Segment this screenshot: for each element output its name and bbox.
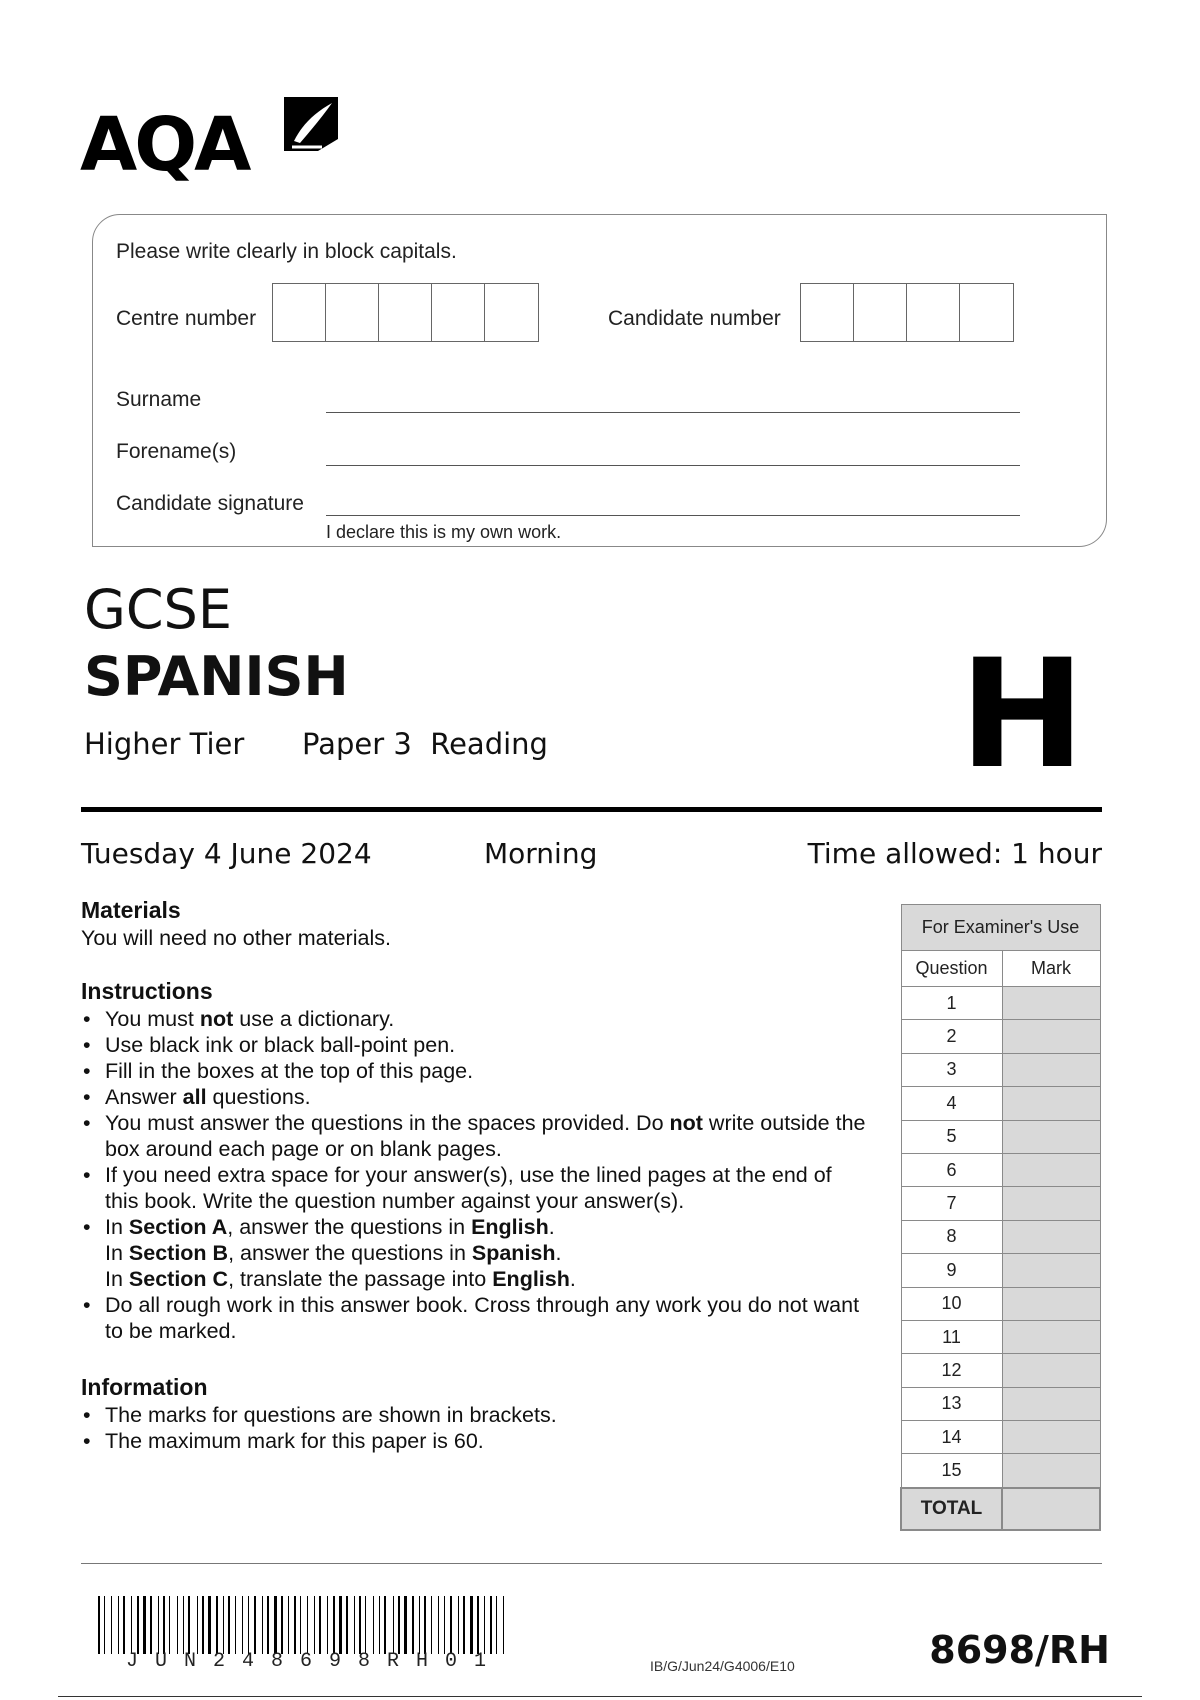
mark-cell: [1002, 1153, 1100, 1186]
barcode-bar: [365, 1596, 366, 1654]
table-row: [901, 1354, 1100, 1387]
barcode-bar: [98, 1596, 100, 1654]
centre-number-field[interactable]: [272, 283, 539, 342]
barcode-bar: [111, 1596, 112, 1654]
barcode-bar: [288, 1596, 289, 1654]
mark-cell: [1002, 1454, 1100, 1488]
paper-code: 8698/RH: [929, 1628, 1110, 1672]
aqa-logo-text: AQA: [80, 102, 249, 188]
question-number: 13: [901, 1387, 1002, 1420]
barcode-bar: [300, 1596, 301, 1654]
mark-cell: [1002, 1220, 1100, 1253]
mark-cell: [1002, 1087, 1100, 1120]
list-item: • Use black ink or black ball-point pen.: [81, 1032, 871, 1058]
barcode-bar: [208, 1596, 211, 1654]
candidate-number-field[interactable]: [800, 283, 1014, 342]
barcode-bar: [319, 1596, 321, 1654]
barcode-bar: [267, 1596, 269, 1654]
barcode-bar: [131, 1596, 132, 1654]
list-item: • You must answer the questions in the spaces provided. Do not write outside the box around each page or on blank pages.: [81, 1110, 871, 1162]
barcode-bar: [373, 1596, 374, 1654]
barcode-bar: [354, 1596, 355, 1654]
barcode-bar: [346, 1596, 348, 1654]
barcode-bar: [143, 1596, 146, 1654]
mark-cell: [1002, 987, 1100, 1020]
list-item: • Do all rough work in this answer book. Cross through any work you do not want to be marked.: [81, 1292, 871, 1344]
barcode-bar: [438, 1596, 439, 1654]
barcode-bar: [450, 1596, 452, 1654]
barcode-bar: [188, 1596, 190, 1654]
surname-line[interactable]: [326, 412, 1020, 413]
barcode-bar: [169, 1596, 170, 1654]
barcode-bar: [254, 1596, 256, 1654]
barcode-bar: [274, 1596, 277, 1654]
mark-cell: [1002, 1020, 1100, 1053]
barcode-bar: [228, 1596, 230, 1654]
barcode-bar: [294, 1596, 296, 1654]
barcode-bar: [262, 1596, 263, 1654]
instructions-list: [81, 1006, 871, 1344]
barcode-bar: [393, 1596, 394, 1654]
barcode-bar: [235, 1596, 236, 1654]
barcode-bar: [490, 1596, 492, 1654]
mark-cell: [1002, 1053, 1100, 1086]
table-row: [901, 1153, 1100, 1186]
barcode-bar: [150, 1596, 152, 1654]
barcode-bar: [104, 1596, 105, 1654]
table-row: [901, 1387, 1100, 1420]
list-item: • The maximum mark for this paper is 60.: [81, 1428, 871, 1454]
candidate-number-box[interactable]: [801, 284, 854, 341]
table-row: [901, 1287, 1100, 1320]
question-number: 12: [901, 1354, 1002, 1387]
tier-label: Higher Tier: [84, 727, 245, 761]
candidate-number-label: Candidate number: [608, 307, 781, 330]
barcode-bar: [496, 1596, 497, 1654]
barcode: [98, 1596, 508, 1654]
barcode-bar: [197, 1596, 198, 1654]
footer-rule: [81, 1563, 1102, 1564]
barcode-bar: [183, 1596, 184, 1654]
list-item: • In Section A, answer the questions in English. In Section B, answer the questions in Spanish. In Section C, translate the passage into English.: [81, 1214, 871, 1292]
barcode-bar: [424, 1596, 426, 1654]
question-column-header: Question: [901, 951, 1002, 987]
mark-cell: [1002, 1320, 1100, 1353]
barcode-bar: [202, 1596, 204, 1654]
subject-title: SPANISH: [84, 645, 349, 708]
barcode-bar: [307, 1596, 308, 1654]
exam-session: Morning: [484, 837, 598, 870]
page-bottom-rule: [58, 1696, 1142, 1697]
centre-number-box[interactable]: [379, 284, 432, 341]
total-label: TOTAL: [901, 1488, 1002, 1530]
barcode-bar: [458, 1596, 459, 1654]
table-row: [901, 1254, 1100, 1287]
barcode-bar: [444, 1596, 445, 1654]
question-number: 9: [901, 1254, 1002, 1287]
centre-number-box[interactable]: [432, 284, 485, 341]
barcode-bar: [281, 1596, 283, 1654]
question-number: 11: [901, 1320, 1002, 1353]
table-row: [901, 1087, 1100, 1120]
question-number: 10: [901, 1287, 1002, 1320]
list-item: • If you need extra space for your answer(s), use the lined pages at the end of this book. Write the question number against your answer(s).: [81, 1162, 871, 1214]
barcode-bar: [431, 1596, 432, 1654]
mark-cell: [1002, 1421, 1100, 1454]
total-mark-cell: [1002, 1488, 1100, 1530]
barcode-bar: [384, 1596, 386, 1654]
forename-line[interactable]: [326, 465, 1020, 466]
materials-heading: Materials: [81, 897, 181, 923]
signature-label: Candidate signature: [116, 492, 304, 515]
list-item: • Fill in the boxes at the top of this page.: [81, 1058, 871, 1084]
forename-label: Forename(s): [116, 440, 237, 463]
materials-text: You will need no other materials.: [81, 926, 391, 950]
total-row: [901, 1488, 1100, 1530]
barcode-bar: [379, 1596, 380, 1654]
barcode-bar: [463, 1596, 465, 1654]
qualification-title: GCSE: [84, 578, 232, 641]
table-row: [901, 1053, 1100, 1086]
table-row: [901, 1187, 1100, 1220]
barcode-bar: [477, 1596, 479, 1654]
examiner-use-table: [900, 904, 1101, 1531]
table-row: [901, 1220, 1100, 1253]
centre-number-box[interactable]: [485, 284, 538, 341]
candidate-number-box[interactable]: [854, 284, 907, 341]
barcode-bar: [163, 1596, 165, 1654]
exam-date: Tuesday 4 June 2024: [81, 837, 372, 870]
list-item: • You must not use a dictionary.: [81, 1006, 871, 1032]
barcode-bar: [484, 1596, 485, 1654]
question-number: 3: [901, 1053, 1002, 1086]
barcode-bar: [503, 1596, 504, 1654]
table-row: [901, 1454, 1100, 1488]
barcode-bar: [248, 1596, 249, 1654]
table-row: [901, 987, 1100, 1020]
aqa-quill-icon: [282, 95, 340, 153]
barcode-bar: [223, 1596, 224, 1654]
barcode-bar: [412, 1596, 414, 1654]
barcode-bar: [333, 1596, 335, 1654]
barcode-bar: [339, 1596, 342, 1654]
surname-label: Surname: [116, 388, 202, 411]
information-list: [81, 1402, 871, 1454]
barcode-text: JUN248698RH01: [126, 1650, 504, 1673]
barcode-bar: [216, 1596, 218, 1654]
table-row: [901, 1421, 1100, 1454]
paper-label: Paper 3 Reading: [302, 727, 548, 761]
tier-letter: H: [959, 628, 1085, 802]
mark-cell: [1002, 1354, 1100, 1387]
mark-cell: [1002, 1187, 1100, 1220]
instructions-heading: Instructions: [81, 978, 213, 1004]
mark-cell: [1002, 1120, 1100, 1153]
question-number: 14: [901, 1421, 1002, 1454]
barcode-bar: [177, 1596, 178, 1654]
mark-cell: [1002, 1287, 1100, 1320]
table-row: [901, 1020, 1100, 1053]
time-allowed: Time allowed: 1 hour: [807, 837, 1102, 870]
barcode-bar: [470, 1596, 473, 1654]
information-heading: Information: [81, 1374, 208, 1400]
block-capitals-instruction: Please write clearly in block capitals.: [116, 240, 457, 263]
barcode-bar: [359, 1596, 361, 1654]
question-number: 6: [901, 1153, 1002, 1186]
candidate-number-box[interactable]: [960, 284, 1013, 341]
table-row: [901, 1120, 1100, 1153]
barcode-bar: [137, 1596, 139, 1654]
list-item: • The marks for questions are shown in brackets.: [81, 1402, 871, 1428]
table-row: [901, 1320, 1100, 1353]
candidate-number-box[interactable]: [907, 284, 960, 341]
barcode-bar: [242, 1596, 243, 1654]
barcode-bar: [327, 1596, 328, 1654]
barcode-bar: [158, 1596, 159, 1654]
question-number: 15: [901, 1454, 1002, 1488]
centre-number-box[interactable]: [273, 284, 326, 341]
barcode-bar: [419, 1596, 420, 1654]
centre-number-box[interactable]: [326, 284, 379, 341]
reference-code: IB/G/Jun24/G4006/E10: [650, 1658, 795, 1674]
question-number: 2: [901, 1020, 1002, 1053]
barcode-bar: [398, 1596, 400, 1654]
question-number: 5: [901, 1120, 1002, 1153]
mark-cell: [1002, 1254, 1100, 1287]
signature-line[interactable]: [326, 515, 1020, 516]
examiner-table-title: For Examiner's Use: [901, 905, 1100, 951]
declaration-text: I declare this is my own work.: [326, 522, 562, 542]
question-number: 1: [901, 987, 1002, 1020]
barcode-bar: [118, 1596, 119, 1654]
barcode-bar: [314, 1596, 315, 1654]
question-number: 7: [901, 1187, 1002, 1220]
barcode-bar: [404, 1596, 407, 1654]
centre-number-label: Centre number: [116, 307, 257, 330]
mark-cell: [1002, 1387, 1100, 1420]
question-number: 4: [901, 1087, 1002, 1120]
mark-column-header: Mark: [1002, 951, 1100, 987]
question-number: 8: [901, 1220, 1002, 1253]
header-rule: [81, 807, 1102, 812]
barcode-bar: [123, 1596, 125, 1654]
list-item: • Answer all questions.: [81, 1084, 871, 1110]
